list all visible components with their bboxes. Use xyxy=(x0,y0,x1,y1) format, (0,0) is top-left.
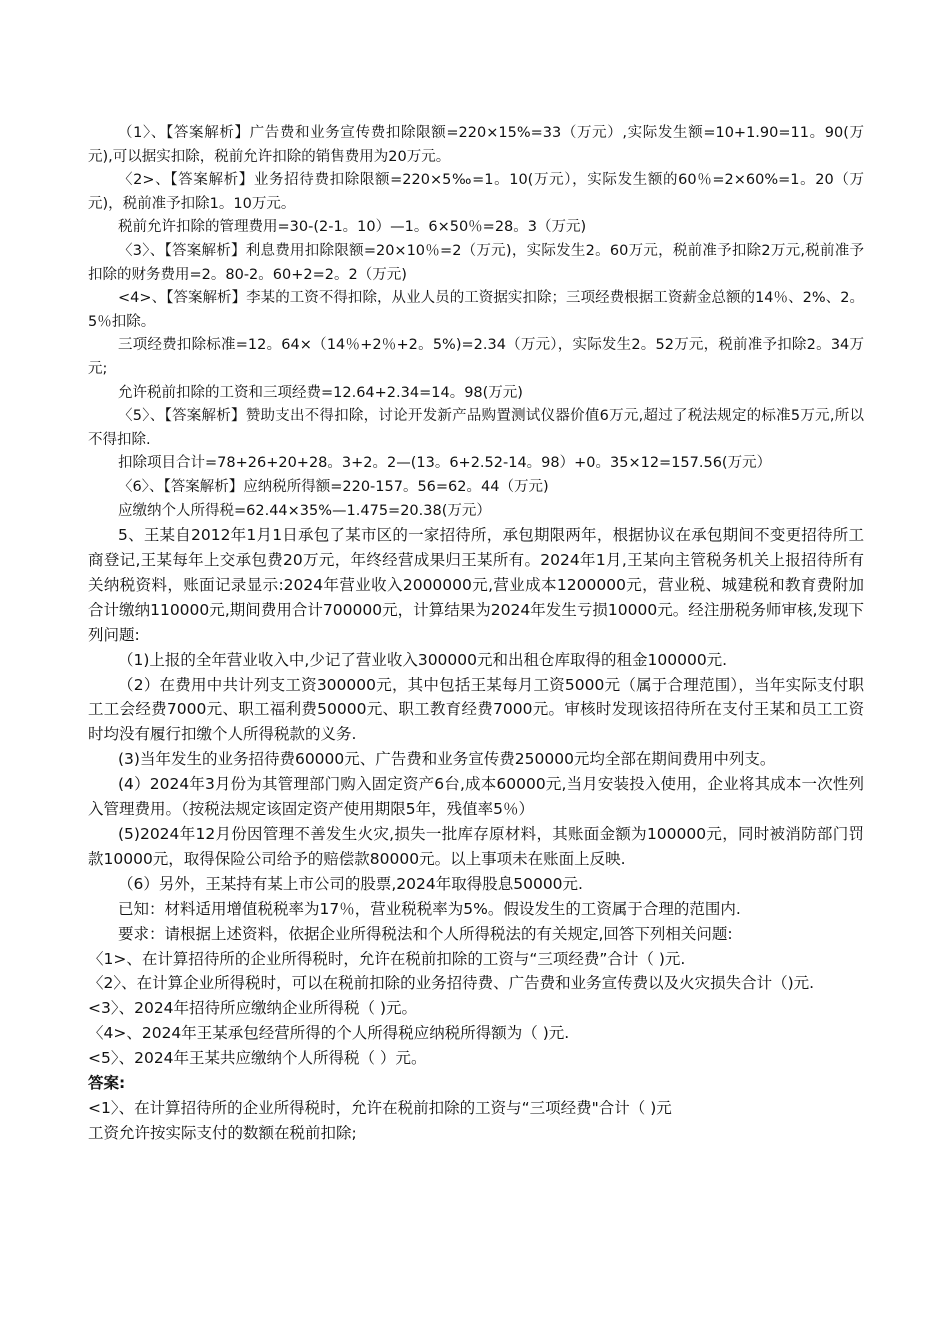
analysis-paragraph: 税前允许扣除的管理费用=30-(2-1。10）—1。6×50％=28。3（万元) xyxy=(118,219,587,236)
question-issue: （2）在费用中共计列支工资300000元，其中包括王某每月工资5000元（属于合理范围），当年实际支付职工工会经费7000元、职工福利费50000元、职工教育经费7000元。审核时发现该招待所在支付王某和员工工资时均没有履行扣缴个人所得税款的义务. xyxy=(88,675,864,744)
question-issue: (3)当年发生的业务招待费60000元、广告费和业务宣传费250000元均全部在期间费用中列支。 xyxy=(118,750,776,769)
answer-line: <1〉、在计算招待所的企业所得税时，允许在税前扣除的工资与“三项经费"合计（ )元 xyxy=(88,1098,672,1117)
subquestion: <3〉、2024年招待所应缴纳企业所得税（ )元。 xyxy=(88,999,418,1018)
analysis-paragraph: 三项经费扣除标准=12。64×（14％+2％+2。5%)=2.34（万元），实际发生2。52万元，税前准予扣除2。34万元; xyxy=(88,337,864,377)
analysis-paragraph: 应缴纳个人所得税=62.44×35%—1.475=20.38(万元） xyxy=(118,502,491,519)
question-issue: (4）2024年3月份为其管理部门购入固定资产6台,成本60000元,当月安装投入使用，企业将其成本一次性列入管理费用。（按税法规定该固定资产使用期限5年，残值率5％） xyxy=(88,775,864,819)
analysis-paragraph: （1〉、【答案解析】广告费和业务宣传费扣除限额=220×15%=33（万元）,实际发生额=10+1.90=11。90(万元),可以据实扣除，税前允许扣除的销售费用为20万元。 xyxy=(88,125,864,165)
question-issue: （6）另外，王某持有某上市公司的股票,2024年取得股息50000元. xyxy=(118,874,583,893)
subquestion: <5〉、2024年王某共应缴纳个人所得税（ ）元。 xyxy=(88,1049,427,1068)
question-issue: (5)2024年12月份因管理不善发生火灾,损失一批库存原材料，其账面金额为100000元，同时被消防部门罚款10000元，取得保险公司给予的赔偿款80000元。以上事项未在账面上反映. xyxy=(88,824,864,868)
subquestion: 〈4>、2024年王某承包经营所得的个人所得税应纳税所得额为（ )元. xyxy=(88,1024,570,1043)
requirement: 要求：请根据上述资料，依据企业所得税法和个人所得税法的有关规定,回答下列相关问题: xyxy=(118,924,733,943)
analysis-paragraph: 允许税前扣除的工资和三项经费=12.64+2.34=14。98(万元) xyxy=(118,384,523,401)
document-page xyxy=(88,122,864,1146)
analysis-paragraph: 〈5〉、【答案解析】赞助支出不得扣除，讨论开发新产品购置测试仪器价值6万元,超过了税法规定的标准5万元,所以不得扣除. xyxy=(88,408,864,448)
subquestion: 〈2〉、在计算企业所得税时，可以在税前扣除的业务招待费、广告费和业务宣传费以及火灾损失合计（)元. xyxy=(88,974,815,993)
answer-line: 工资允许按实际支付的数额在税前扣除; xyxy=(88,1123,357,1142)
analysis-paragraph: 〈3〉、【答案解析】利息费用扣除限额=20×10％=2（万元)，实际发生2。60万元，税前准予扣除2万元,税前准予扣除的财务费用=2。80-2。60+2=2。2（万元) xyxy=(88,242,864,283)
analysis-paragraph: 扣除项目合计=78+26+20+28。3+2。2—(13。6+2.52-14。98）+0。35×12=157.56(万元） xyxy=(118,455,772,472)
answer-label: 答案: xyxy=(88,1074,126,1093)
known-conditions: 已知：材料适用增值税税率为17％，营业税税率为5%。假设发生的工资属于合理的范围内. xyxy=(118,899,741,918)
question-issue: （1)上报的全年营业收入中,少记了营业收入300000元和出租仓库取得的租金100000元. xyxy=(118,650,728,669)
subquestion: 〈1>、在计算招待所的企业所得税时，允许在税前扣除的工资与“三项经费”合计（ )元. xyxy=(88,949,686,968)
analysis-paragraph: 〈6〉、【答案解析】应纳税所得额=220-157。56=62。44（万元) xyxy=(118,478,549,495)
analysis-paragraph: 〈2>、【答案解析】业务招待费扣除限额=220×5‰=1。10(万元），实际发生额的60％=2×60%=1。20（万元)，税前准予扣除1。10万元。 xyxy=(88,172,864,212)
analysis-paragraph: <4>、【答案解析】李某的工资不得扣除，从业人员的工资据实扣除；三项经费根据工资薪金总额的14％、2%、2。5％扣除。 xyxy=(88,290,864,330)
question-intro: 5、王某自2012年1月1日承包了某市区的一家招待所，承包期限两年，根据协议在承包期间不变更招待所工商登记,王某每年上交承包费20万元，年终经营成果归王某所有。2024年1月,王某向主管税务机关上报招待所有关纳税资料，账面记录显示:2024年营业收入2000000元,营业成本1200000元，营业税、城建税和教育费附加合计缴纳110000元,期间费用合计700000元，计算结果为2024年发生亏损10000元。经注册税务师审核,发现下列问题: xyxy=(88,526,864,644)
